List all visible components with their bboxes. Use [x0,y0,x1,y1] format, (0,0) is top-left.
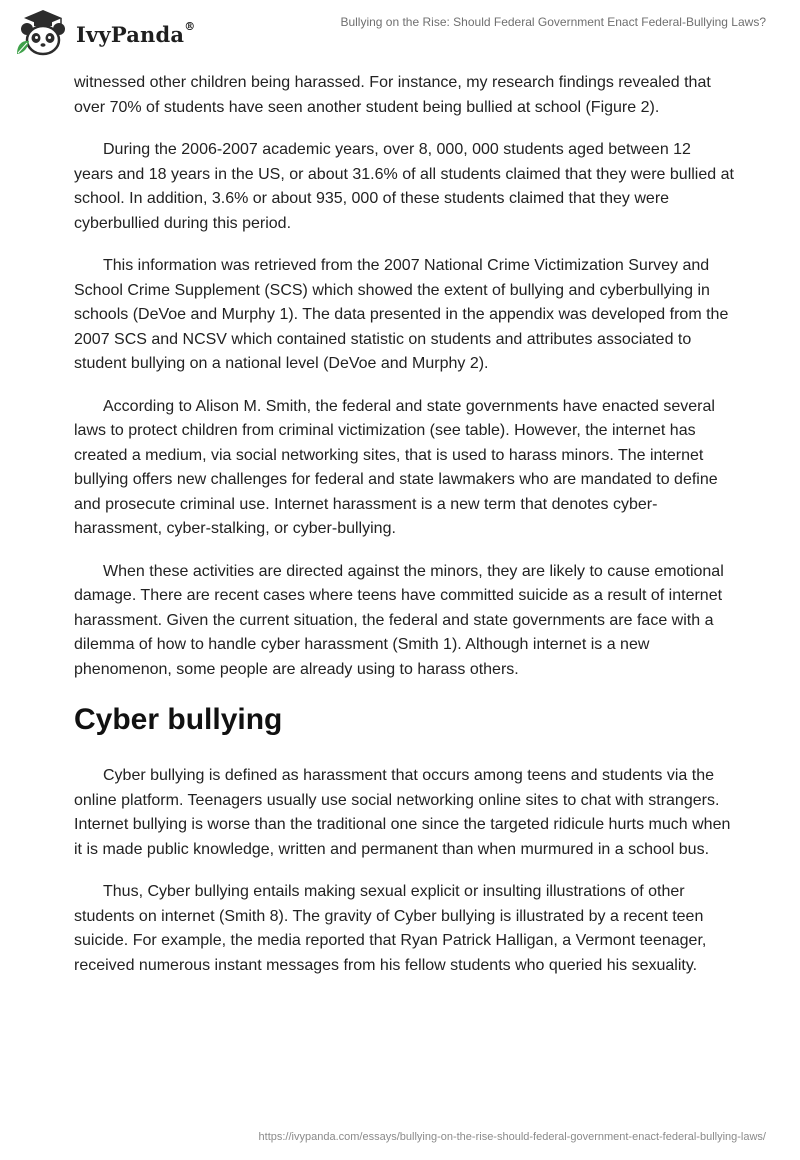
registered-mark: ® [184,19,196,33]
logo-wordmark [76,19,196,47]
paragraph-1: witnessed other children being harassed. For instance, my research findings revealed that over 70% of students have seen another student being bullied at school (Figure 2). [74,74,711,116]
ivypanda-logo[interactable] [14,8,195,58]
paragraph-3: This information was retrieved from the 2007 National Crime Victimization Survey and School Crime Supplement (SCS) which showed the extent of bullying and cyberbullying in schools (DeVoe and Murphy 1). The data presented in the appendix was developed from the 2007 SCS and NCSV which contained statistic on students and attributes associated to student bullying on a national level (DeVoe and Murphy 2). [74,257,729,372]
panda-graduate-icon [14,8,72,58]
logo-text: IvyPanda [76,21,185,47]
paragraph-4: According to Alison M. Smith, the federal and state governments have enacted several laws to protect children from criminal victimization (see table). However, the internet has created a medium, via social networking sites, that is used to harass minors. The internet bullying offers new challenges for federal and state lawmakers who are mandated to define and prosecute criminal use. Internet harassment is a new term that denotes cyber-harassment, cyber-stalking, or cyber-bullying. [74,397,718,537]
essay-body [74,71,734,996]
section-heading: Cyber bullying [74,703,283,736]
paragraph-5: When these activities are directed against the minors, they are likely to cause emotional damage. There are recent cases where teens have committed suicide as a result of internet harassment. Given the current situation, the federal and state governments are face with a dilemma of how to handle cyber harassment (Smith 1). Although internet is a new phenomenon, some people are already using to harass others. [74,562,724,678]
page-header [0,0,800,62]
running-title: Bullying on the Rise: Should Federal Government Enact Federal-Bullying Laws? [340,15,766,29]
paragraph-2: During the 2006-2007 academic years, over 8, 000, 000 students aged between 12 years and 18 years in the US, or about 31.6% of all students claimed that they were bullied at school. In addition, 3.6% or about 935, 000 of these students claimed that they were cyberbullied during this period. [74,141,734,232]
footer-url[interactable]: https://ivypanda.com/essays/bullying-on-the-rise-should-federal-government-enact-federal-bullying-laws/ [258,1131,766,1143]
paragraph-7: Thus, Cyber bullying entails making sexual explicit or insulting illustrations of other students on internet (Smith 8). The gravity of Cyber bullying is illustrated by a recent teen suicide. For example, the media reported that Ryan Patrick Halligan, a Vermont teenager, received numerous instant messages from his fellow students who queried his sexuality. [74,883,707,974]
paragraph-6: Cyber bullying is defined as harassment that occurs among teens and students via the online platform. Teenagers usually use social networking online sites to chat with strangers. Internet bullying is worse than the traditional one since the targeted ridicule hurts much when it is made public knowledge, written and permanent than when murmured in a school bus. [74,767,731,858]
